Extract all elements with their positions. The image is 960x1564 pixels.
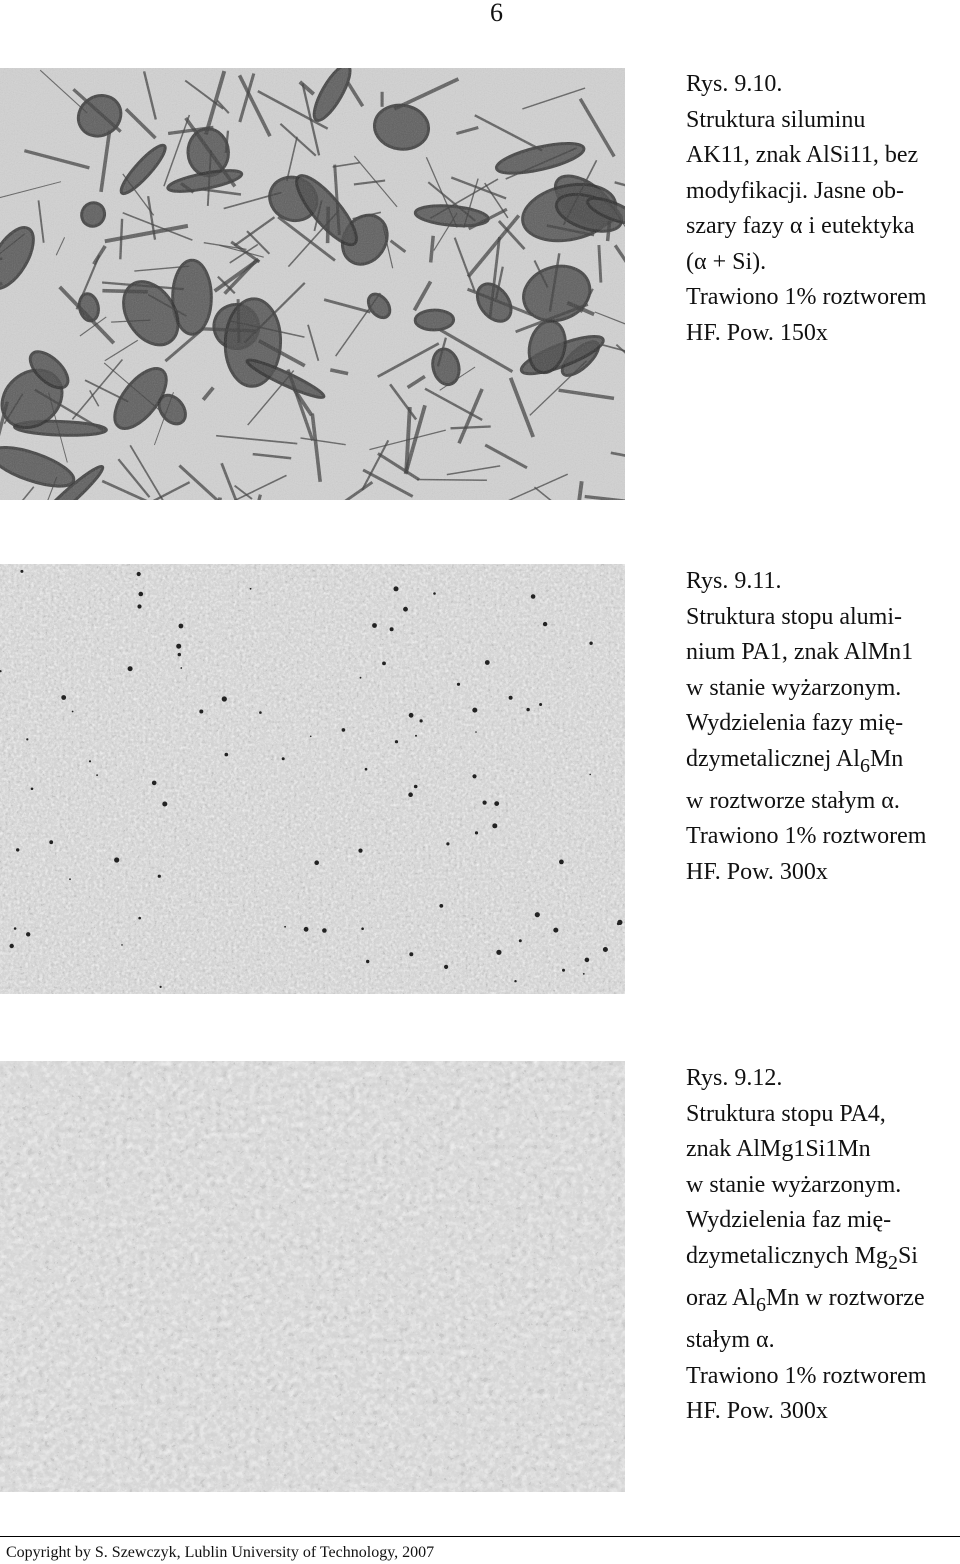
figure-label: Rys. 9.11. [686, 568, 782, 594]
figure-caption: Struktura stopu PA4, znak AlMg1Si1Mn w stanie wyżarzonym. Wydzielenia faz mię- dzymetalicznych $Mg_2Si$ oraz $Al_6Mn$ w roztworze stałym α. Trawiono 1% roztworem HF. Pow. 300x [686, 1100, 927, 1425]
figure-caption: Struktura stopu alumi- nium PA1, znak AlMn1 w stanie wyżarzonym. Wydzielenia fazy mię- dzymetalicznej $Al_6Mn$ w roztworze stałym α. Trawiono 1% roztworem HF. Pow. 300x [686, 603, 927, 885]
figure-label: Rys. 9.10. [686, 71, 783, 97]
micrograph-pa4-almg1si1mn [0, 1061, 625, 1492]
footer-divider [0, 1536, 960, 1537]
page-number: 6 [490, 0, 503, 27]
footer-copyright: Copyright by S. Szewczyk, Lublin University of Technology, 2007 [6, 1544, 435, 1561]
micrograph-silumin-ak11 [0, 68, 625, 500]
caption-fig-9-10 [686, 67, 958, 351]
caption-fig-9-11 [686, 564, 958, 890]
figure-caption: Struktura siluminu AK11, znak AlSi11, bez modyfikacji. Jasne ob- szary fazy α i eutektyka (α + Si). Trawiono 1% roztworem HF. Pow. 150x [686, 106, 927, 346]
caption-fig-9-12 [686, 1061, 958, 1430]
micrograph-pa1-almn1 [0, 564, 625, 994]
figure-label: Rys. 9.12. [686, 1065, 783, 1091]
